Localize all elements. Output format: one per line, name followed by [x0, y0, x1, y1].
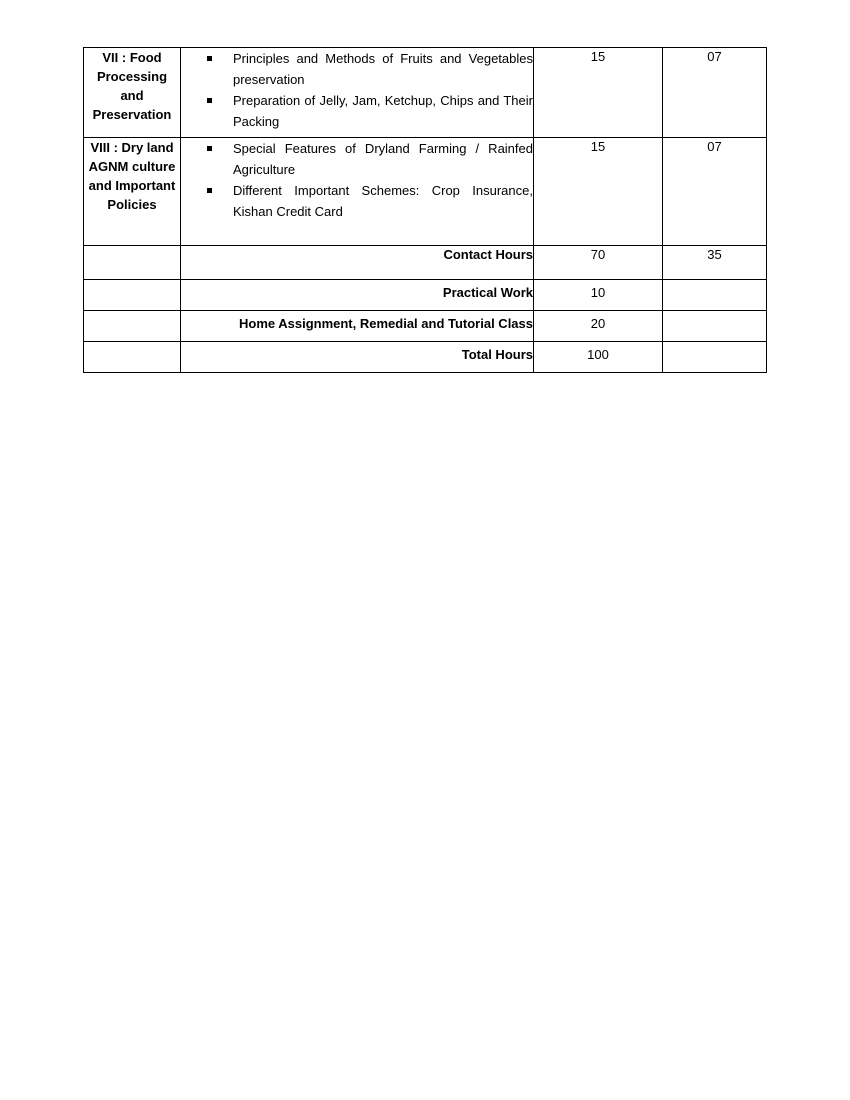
summary-row-practical-work	[84, 280, 767, 311]
summary-label: Practical Work	[181, 280, 534, 311]
topic-text: Preparation of Jelly, Jam, Ketchup, Chips and Their Packing	[233, 93, 533, 129]
hours-a-cell: 10	[534, 280, 663, 311]
summary-label: Total Hours	[181, 342, 534, 373]
list-item	[181, 180, 533, 222]
hours-a-cell: 70	[534, 246, 663, 280]
table-row	[84, 48, 767, 138]
summary-row-total-hours	[84, 342, 767, 373]
hours-a-cell: 15	[534, 48, 663, 138]
hours-b-cell: 07	[663, 138, 767, 246]
hours-b-cell: 07	[663, 48, 767, 138]
empty-cell	[84, 311, 181, 342]
hours-b-cell: 35	[663, 246, 767, 280]
topics-cell	[181, 48, 534, 138]
topics-cell	[181, 138, 534, 246]
hours-a-cell: 20	[534, 311, 663, 342]
topic-text: Special Features of Dryland Farming / Rainfed Agriculture	[233, 141, 533, 177]
list-item	[181, 48, 533, 90]
summary-label: Contact Hours	[181, 246, 534, 280]
list-item	[181, 138, 533, 180]
hours-a-cell: 15	[534, 138, 663, 246]
square-bullet-icon	[207, 56, 212, 61]
topic-text: Principles and Methods of Fruits and Vegetables preservation	[233, 51, 533, 87]
syllabus-table	[83, 47, 767, 373]
square-bullet-icon	[207, 98, 212, 103]
hours-a-cell: 100	[534, 342, 663, 373]
topic-text: Different Important Schemes: Crop Insurance, Kishan Credit Card	[233, 183, 533, 219]
summary-row-home-assignment	[84, 311, 767, 342]
square-bullet-icon	[207, 188, 212, 193]
list-item	[181, 90, 533, 132]
unit-title: VII : Food Processing and Preservation	[84, 48, 181, 138]
table-row	[84, 138, 767, 246]
empty-cell	[84, 342, 181, 373]
summary-label: Home Assignment, Remedial and Tutorial Class	[181, 311, 534, 342]
topic-list	[181, 48, 533, 132]
topic-list	[181, 138, 533, 222]
empty-cell	[84, 246, 181, 280]
hours-b-cell	[663, 342, 767, 373]
summary-row-contact-hours	[84, 246, 767, 280]
hours-b-cell	[663, 280, 767, 311]
square-bullet-icon	[207, 146, 212, 151]
unit-title: VIII : Dry land AGNM culture and Important Policies	[84, 138, 181, 246]
empty-cell	[84, 280, 181, 311]
hours-b-cell	[663, 311, 767, 342]
